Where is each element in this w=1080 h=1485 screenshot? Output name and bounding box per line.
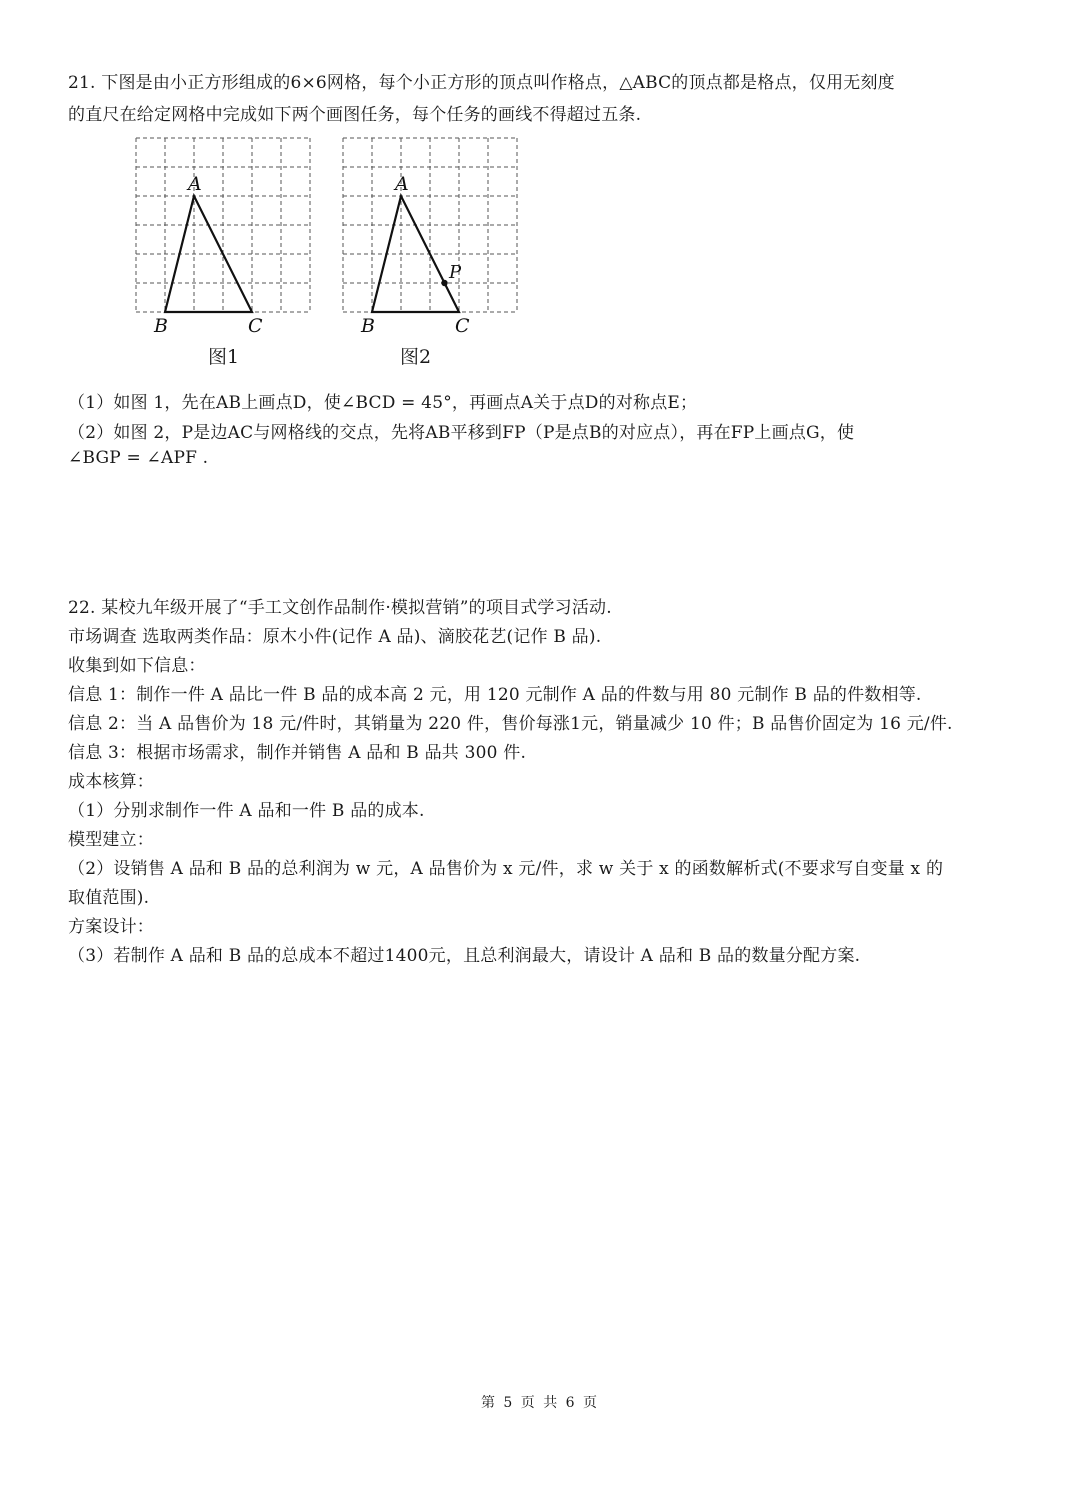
figure-1-grid: [136, 138, 310, 312]
q22-line: （1）分别求制作一件 A 品和一件 B 品的成本.: [68, 801, 425, 821]
figure-2: [339, 134, 524, 344]
q22-line: 成本核算：: [68, 772, 154, 792]
label-c: C: [455, 315, 470, 337]
q22-line: 市场调查 选取两类作品：原木小件(记作 A 品)、滴胶花艺(记作 B 品).: [68, 627, 602, 647]
figure-2-caption: 图2: [400, 346, 432, 368]
q22-line: 信息 3：根据市场需求，制作并销售 A 品和 B 品共 300 件.: [68, 743, 527, 763]
q22-line: 收集到如下信息：: [68, 656, 206, 676]
q22-line: 22. 某校九年级开展了“手工文创作品制作·模拟营销”的项目式学习活动.: [68, 598, 612, 618]
label-c: C: [248, 315, 263, 337]
figure-2-svg: [339, 134, 524, 344]
point-p: [441, 280, 447, 286]
label-b: B: [361, 315, 375, 337]
q22-line: （2）设销售 A 品和 B 品的总利润为 w 元，A 品售价为 x 元/件，求 w 关于 x 的函数解析式(不要求写自变量 x 的: [68, 859, 944, 879]
figure-1-caption: 图1: [208, 346, 240, 368]
q21-part-2-line-1: （2）如图 2，P是边AC与网格线的交点，先将AB平移到FP（P是点B的对应点），再在FP上画点G，使: [68, 423, 855, 443]
q22-line: 信息 2：当 A 品售价为 18 元/件时，其销量为 220 件，售价每涨1元，销量减少 10 件；B 品售价固定为 16 元/件.: [68, 714, 953, 734]
q21-part-2-line-2: ∠BGP = ∠APF .: [68, 448, 209, 468]
figure-1-svg: [132, 134, 317, 344]
label-a: A: [395, 173, 409, 195]
q22-line: 方案设计：: [68, 917, 154, 937]
q21-line-2: 的直尺在给定网格中完成如下两个画图任务，每个任务的画线不得超过五条.: [68, 105, 642, 125]
label-b: B: [154, 315, 168, 337]
page-number: 第 5 页 共 6 页: [480, 1395, 600, 1411]
q22-line: 模型建立：: [68, 830, 154, 850]
q21-line-1: 21. 下图是由小正方形组成的6×6网格，每个小正方形的顶点叫作格点，△ABC的顶点都是格点，仅用无刻度: [68, 73, 895, 93]
q22-line: 取值范围).: [68, 888, 150, 908]
figure-2-grid: [343, 138, 517, 312]
q22-line: 信息 1：制作一件 A 品比一件 B 品的成本高 2 元，用 120 元制作 A 品的件数与用 80 元制作 B 品的件数相等.: [68, 685, 922, 705]
label-p: P: [449, 262, 462, 283]
figure-1: [132, 134, 317, 344]
label-a: A: [188, 173, 202, 195]
q21-part-1: （1）如图 1，先在AB上画点D，使∠BCD = 45°，再画点A关于点D的对称点E；: [68, 393, 698, 413]
q22-line: （3）若制作 A 品和 B 品的总成本不超过1400元，且总利润最大，请设计 A 品和 B 品的数量分配方案.: [68, 946, 861, 966]
